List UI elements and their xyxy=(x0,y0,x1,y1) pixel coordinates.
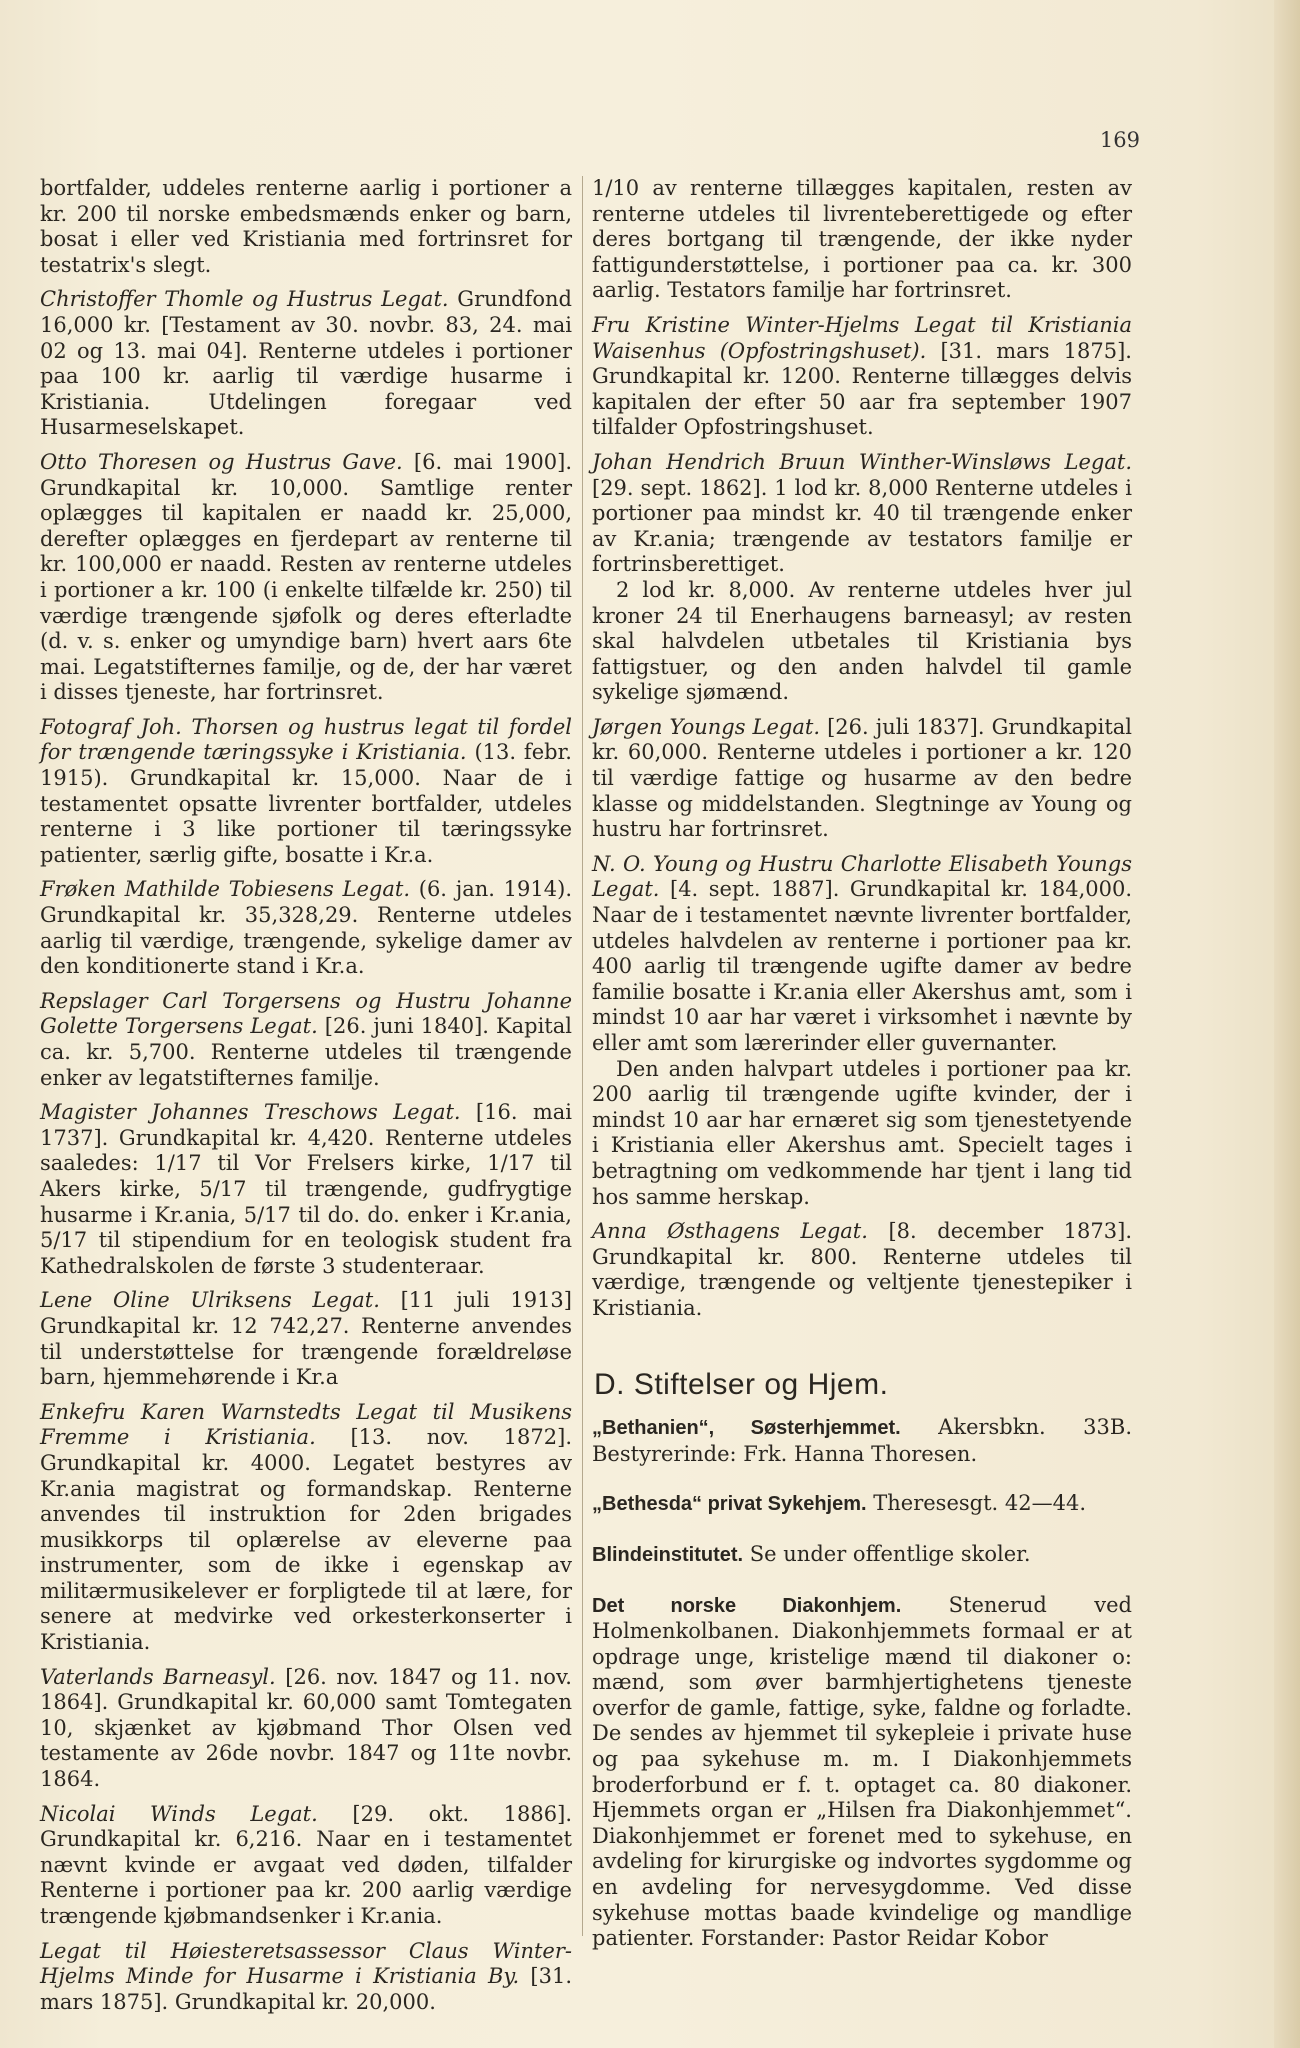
legat-title: Christoffer Thomle og Hustrus Legat. xyxy=(40,287,449,312)
continuation-body: bortfalder, uddeles renterne aarlig i portioner a kr. 200 til norske embedsmænds enker og barn, bosat i eller ved Kristiania med fortrinsret for testatrix's slegt. xyxy=(40,176,572,277)
page-edge xyxy=(1274,0,1300,2048)
institution-entry xyxy=(592,1542,1132,1569)
legat-body: Grundfond 16,000 kr. [Testament av 30. novbr. 83, 24. mai 02 og 13. mai 04]. Renterne utdeles i portioner paa 100 kr. aarlig til værdige husarme i Kristiania. Utdelingen foregaar ved Husarmeselskapet. xyxy=(40,287,572,440)
legat-entry xyxy=(40,1288,572,1390)
legat-title: Legat til Høiesteretsassessor Claus Winter-Hjelms Minde for Husarme i Kristiania By. xyxy=(40,1938,572,1989)
legat-body: (13. febr. 1915). Grundkapital kr. 15,000. Naar de i testamentet opsatte livrenter bortfalder, utdeles renterne i 3 like portioner til tæringssyke patienter, særlig gifte, bosatte i Kr.a. xyxy=(40,740,572,867)
continuation-text xyxy=(40,176,572,278)
institution-entry xyxy=(592,1491,1132,1518)
page-number: 169 xyxy=(1099,128,1140,152)
institution-body: Se under offentlige skoler. xyxy=(749,1541,1031,1566)
institution-entry xyxy=(592,1593,1132,1952)
institution-name: „Bethanien“, Søsterhjemmet. xyxy=(592,1417,901,1440)
left-entries xyxy=(40,287,572,2015)
legat-entry xyxy=(40,1665,572,1793)
legat-entry xyxy=(592,450,1132,706)
legat-title: Lene Oline Ulriksens Legat. xyxy=(40,1288,380,1313)
legat-body: [11 juli 1913] Grundkapital kr. 12 742,27. Renterne anvendes til understøttelse for trængende forældreløse barn, hjemmehørende i Kr.a xyxy=(40,1288,572,1390)
legat-title: Otto Thoresen og Hustrus Gave. xyxy=(40,449,403,474)
legat-title: Frøken Mathilde Tobiesens Legat. xyxy=(40,877,410,902)
right-column xyxy=(592,176,1132,1976)
right-entries xyxy=(592,313,1132,1322)
legat-body: [26. juni 1840]. Kapital ca. kr. 5,700. Renterne utdeles til trængende enker av legatstifternes familje. xyxy=(40,1014,572,1090)
legat-entry xyxy=(592,715,1132,843)
left-column xyxy=(40,176,572,2024)
legat-entry xyxy=(40,877,572,979)
legat-entry xyxy=(40,989,572,1091)
legat-entry xyxy=(40,715,572,869)
legat-body: [8. december 1873]. Grundkapital kr. 800. Renterne utdeles til værdige, trængende og veltjente tjenestepiker i Kristiania. xyxy=(592,1219,1132,1320)
legat-paragraph: 2 lod kr. 8,000. Av renterne utdeles hver jul kroner 24 til Enerhaugens barneasyl; av resten skal halvdelen utbetales til Kristiania bys fattigstuer, og den anden halvdel til gamle sykelige sjømænd. xyxy=(592,577,1132,705)
institution-name: „Bethesda“ privat Sykehjem. xyxy=(592,1493,867,1516)
legat-entry xyxy=(40,287,572,441)
legat-entry xyxy=(40,450,572,706)
legat-body: [29. okt. 1886]. Grundkapital kr. 6,216. Naar en i testamentet nævnt kvinde er avgaat ved døden, tilfalder Renterne i portioner paa kr. 200 aarlig værdige trængende kjøbmandsenker i Kr.ania. xyxy=(40,1801,572,1928)
legat-title: Enkefru Karen Warnstedts Legat til Musikens Fremme i Kristiania. xyxy=(40,1399,572,1450)
legat-title: Jørgen Youngs Legat. xyxy=(592,714,821,739)
institution-list xyxy=(592,1415,1132,1952)
institution-body: Theresesgt. 42—44. xyxy=(873,1491,1087,1516)
continuation-text-right xyxy=(592,176,1132,304)
legat-paragraph: Den anden halvpart utdeles i portioner paa kr. 200 aarlig til trængende ugifte kvinder, der i mindst 10 aar har ernæret sig som tjenestetyende i Kristiania eller Akershus amt. Specielt tages i betragtning om vedkommende har tjent i lang tid hos samme herskap. xyxy=(592,1056,1132,1209)
legat-body: [31. mars 1875]. Grundkapital kr. 1200. Renterne tillægges delvis kapitalen der efter 50 aar fra september 1907 tilfalder Opfostringshuset. xyxy=(592,338,1132,440)
institution-name: Det norske Diakonhjem. xyxy=(592,1594,902,1617)
section-title: D. Stiftelser og Hjem. xyxy=(594,1367,889,1401)
continuation-body: 1/10 av renterne tillægges kapitalen, resten av renterne utdeles til livrenteberettigede og efter deres bortgang til trængende, der ikke nyder fattigunderstøttelse, i portioner paa ca. kr. 300 aarlig. Testators familje har fortrinsret. xyxy=(592,176,1132,303)
legat-title: Nicolai Winds Legat. xyxy=(40,1801,318,1826)
legat-title: Vaterlands Barneasyl. xyxy=(40,1664,276,1689)
institution-entry xyxy=(592,1415,1132,1467)
legat-title: N. O. Young og Hustru Charlotte Elisabeth Youngs Legat. xyxy=(592,851,1132,902)
institution-body: Stenerud ved Holmenkolbanen. Diakonhjemmets formaal er at opdrage unge, kristelige mænd til diakoner o: mænd, som øver barmhjertighetens tjeneste overfor de gamle, fattige, syke, faldne og forladte. De sendes av hjemmet til sykepleie i private huse og paa sykehuse m. m. I Diakonhjemmets broderforbund er f. t. optaget ca. 80 diakoner. Hjemmets organ er „Hilsen fra Diakonhjemmet“. Diakonhjemmet er forenet med to sykehuse, en avdeling for kirurgiske og indvortes sygdomme og en avdeling for nervesygdomme. Ved disse sykehuse mottas baade kvindelige og mandlige patienter. Forstander: Pastor Reidar Kobor xyxy=(592,1592,1132,1951)
legat-body: [4. sept. 1887]. Grundkapital kr. 184,000. Naar de i testamentet nævnte livrenter bortfalder, utdeles halvdelen av renterne i portioner paa kr. 400 aarlig til trængende ugifte damer av bedre familie bosatte i Kr.ania eller Akershus amt, som i mindst 10 aar har været i virksomhet i nævnte by eller amt som lærerinder eller guvernanter. xyxy=(592,877,1132,1055)
legat-body: [16. mai 1737]. Grundkapital kr. 4,420. Renterne utdeles saaledes: 1/17 til Vor Frelsers kirke, 1/17 til Akers kirke, 5/17 til trængende, gudfrygtige husarme i Kr.ania, 5/17 til do. do. enker i Kr.ania, 5/17 til stipendium for en teologisk student fra Kathedralskolen de første 3 studenteraar. xyxy=(40,1100,572,1278)
legat-entry xyxy=(592,1219,1132,1321)
legat-body: (6. jan. 1914). Grundkapital kr. 35,328,29. Renterne utdeles aarlig til værdige, trængende, sykelige damer av den konditionerte stand i Kr.a. xyxy=(40,877,572,979)
legat-entry xyxy=(40,1400,572,1656)
legat-entry xyxy=(40,1100,572,1279)
legat-body: [13. nov. 1872]. Grundkapital kr. 4000. Legatet bestyres av Kr.ania magistrat og formandskap. Renterne anvendes til instruktion for 2den brigades musikkorps til oplærelse av eleverne paa instrumenter, som de ikke i egenskap av militærmusikelever er forpligtede til at lære, for senere at medvirke ved orkesterkonserter i Kristiania. xyxy=(40,1425,572,1655)
legat-entry xyxy=(592,313,1132,441)
legat-body: [6. mai 1900]. Grundkapital kr. 10,000. Samtlige renter oplægges til kapitalen er naadd kr. 25,000, derefter oplægges en fjerdepart av renterne til kr. 100,000 er naadd. Resten av renterne utdeles i portioner a kr. 100 (i enkelte tilfælde kr. 250) til værdige trængende sjøfolk og deres efterladte (d. v. s. enker og umyndige barn) hvert aars 6te mai. Legatstifternes familje, og de, der har været i disses tjeneste, har fortrinsret. xyxy=(40,449,572,705)
legat-entry xyxy=(592,852,1132,1210)
legat-title: Fotograf Joh. Thorsen og hustrus legat til fordel for trængende tæringssyke i Kristiania. xyxy=(40,714,572,765)
legat-title: Magister Johannes Treschows Legat. xyxy=(40,1100,461,1125)
legat-body: [29. sept. 1862]. 1 lod kr. 8,000 Renterne utdeles i portioner paa mindst kr. 40 til trængende enker av Kr.ania; trængende av testators familje er fortrinsberettiget. xyxy=(592,475,1132,577)
legat-entry xyxy=(40,1802,572,1930)
legat-title: Repslager Carl Torgersens og Hustru Johanne Golette Torgersens Legat. xyxy=(40,988,572,1039)
column-divider xyxy=(582,176,583,1936)
legat-body: [26. nov. 1847 og 11. nov. 1864]. Grundkapital kr. 60,000 samt Tomtegaten 10, skjænket av kjøbmand Thor Olsen ved testamente av 26de novbr. 1847 og 11te novbr. 1864. xyxy=(40,1664,572,1792)
legat-body: [31. mars 1875]. Grundkapital kr. 20,000. xyxy=(40,1964,572,2014)
institution-body: Akersbkn. 33B. Bestyrerinde: Frk. Hanna Thoresen. xyxy=(592,1415,1132,1466)
legat-entry xyxy=(40,1939,572,2016)
legat-body: [26. juli 1837]. Grundkapital kr. 60,000. Renterne utdeles i portioner a kr. 120 til værdige fattige og husarme av den bedre klasse og middelstanden. Slegtninge av Young og hustru har fortrinsret. xyxy=(592,714,1132,842)
institution-name: Blindeinstitutet. xyxy=(592,1543,744,1566)
legat-title: Johan Hendrich Bruun Winther-Winsløws Legat. xyxy=(592,449,1132,474)
legat-title: Fru Kristine Winter-Hjelms Legat til Kristiania Waisenhus (Opfostringshuset). xyxy=(592,312,1132,363)
legat-title: Anna Østhagens Legat. xyxy=(592,1219,868,1244)
